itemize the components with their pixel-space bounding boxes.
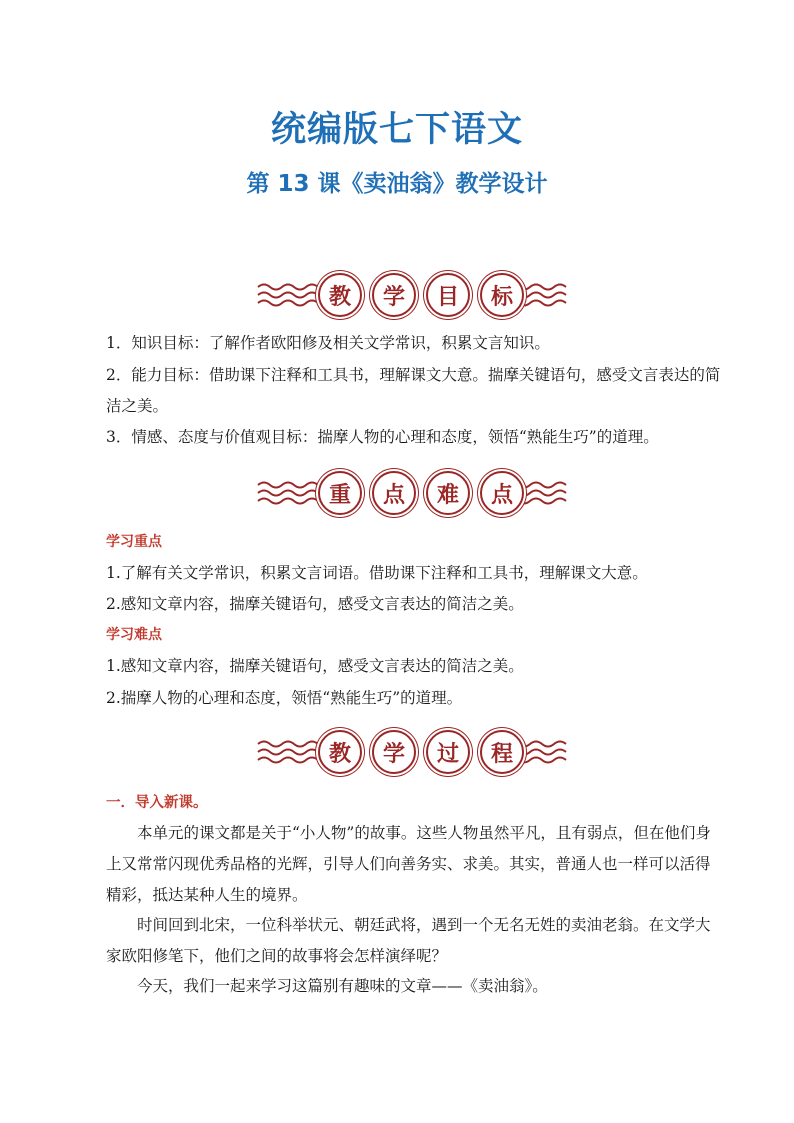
goal-item: 3．情感、态度与价值观目标：揣摩人物的心理和态度，领悟“熟能生巧”的道理。 — [106, 428, 659, 446]
document-title: 统编版七下语文 — [270, 110, 523, 150]
banner-char: 重 — [318, 471, 362, 515]
difficulty-label: 学习难点 — [106, 627, 162, 643]
section-banner-key-points — [0, 463, 794, 523]
banner-char: 教 — [318, 273, 362, 317]
step-heading: 一．导入新课。 — [106, 795, 208, 811]
focus-item: 1.了解有关文学常识，积累文言词语。借助课下注释和工具书，理解课文大意。 — [106, 564, 648, 582]
body-paragraph: 本单元的课文都是关于“小人物”的故事。这些人物虽然平凡，且有弱点，但在他们身上又常常闪现优秀品格的光辉，引导人们向善务实、求美。其实，普通人也一样可以活得精彩，抵达某种人生的境界。 — [106, 824, 711, 904]
banner-char: 教 — [318, 730, 362, 774]
section-banner-goals — [0, 265, 794, 325]
document-subtitle: 第 13 课《卖油翁》教学设计 — [246, 171, 548, 197]
banner-char: 标 — [480, 273, 524, 317]
goal-item: 2．能力目标：借助课下注释和工具书，理解课文大意。揣摩关键语句，感受文言表达的简洁之美。 — [106, 366, 721, 415]
difficulty-item: 2.揣摩人物的心理和态度，领悟“熟能生巧”的道理。 — [106, 689, 463, 707]
banner-char: 学 — [372, 730, 416, 774]
banner-char: 点 — [480, 471, 524, 515]
difficulty-item: 1.感知文章内容，揣摩关键语句，感受文言表达的简洁之美。 — [106, 657, 524, 675]
section-banner-process — [0, 722, 794, 782]
focus-item: 2.感知文章内容，揣摩关键语句，感受文言表达的简洁之美。 — [106, 595, 524, 613]
banner-char: 学 — [372, 273, 416, 317]
body-paragraph: 今天，我们一起来学习这篇别有趣味的文章——《卖油翁》。 — [137, 977, 548, 995]
banner-char: 点 — [372, 471, 416, 515]
banner-char: 目 — [426, 273, 470, 317]
body-paragraph: 时间回到北宋，一位科举状元、朝廷武将，遇到一个无名无姓的卖油老翁。在文学大家欧阳修笔下，他们之间的故事将会怎样演绎呢？ — [106, 916, 711, 965]
banner-char: 难 — [426, 471, 470, 515]
banner-char: 过 — [426, 730, 470, 774]
banner-char: 程 — [480, 730, 524, 774]
focus-label: 学习重点 — [106, 534, 162, 550]
goal-item: 1．知识目标：了解作者欧阳修及相关文学常识，积累文言知识。 — [106, 334, 550, 352]
